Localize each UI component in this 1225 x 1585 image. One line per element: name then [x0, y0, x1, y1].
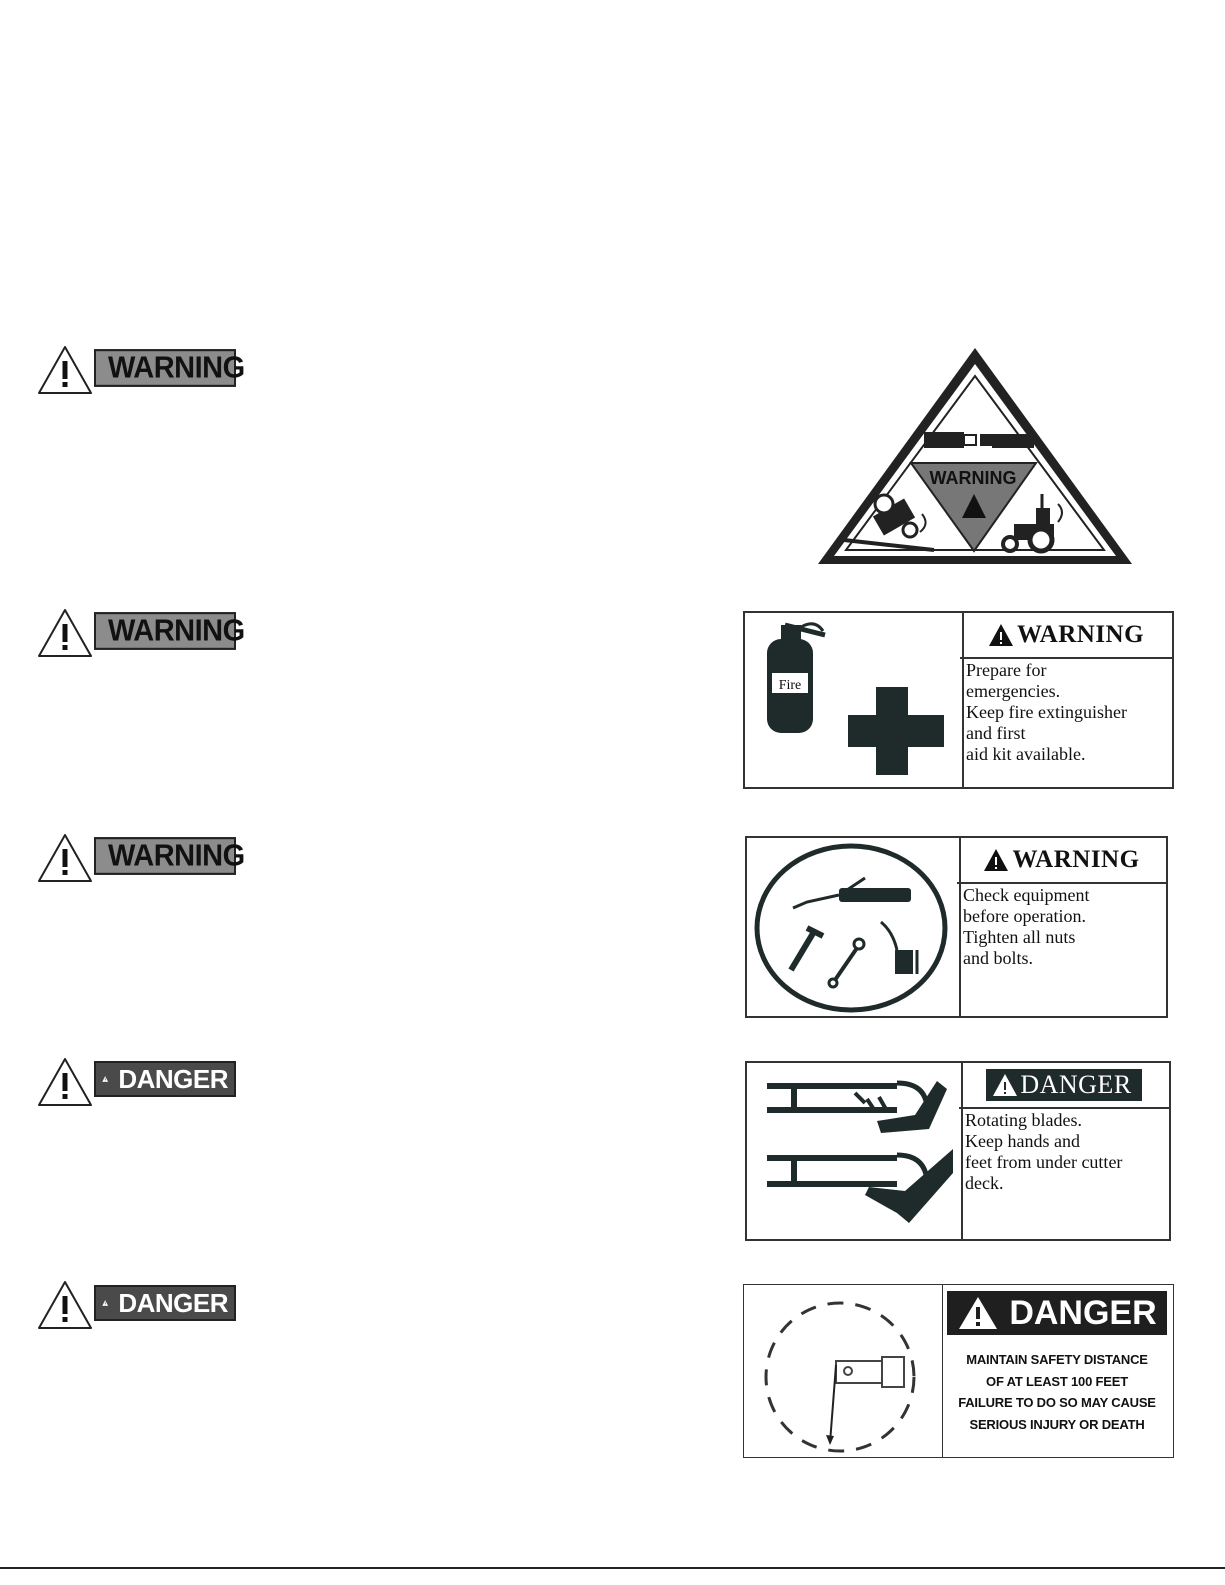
decal-header: WARNING: [957, 838, 1166, 884]
decal-line: FAILURE TO DO SO MAY CAUSE: [958, 1395, 1156, 1410]
caution-triangle-icon: [36, 1056, 94, 1108]
equipment-warning-decal: [745, 836, 1168, 1018]
danger-badge: [94, 1285, 236, 1321]
emergency-warning-decal: [743, 611, 1174, 789]
svg-text:Fire: Fire: [778, 678, 802, 693]
alert-icon: [988, 623, 1014, 647]
decal-pictogram: [747, 1063, 963, 1239]
decal-line: MAINTAIN SAFETY DISTANCE: [966, 1352, 1148, 1367]
decal-pictogram: [745, 613, 964, 787]
badge-label: DANGER: [118, 1287, 228, 1318]
decal-line: before operation.: [963, 906, 1086, 926]
warning-badge: [94, 349, 245, 387]
grease-gun-icon: [793, 878, 911, 908]
cutter-deck-icon: [767, 1083, 927, 1187]
decal-header: DANGER: [947, 1291, 1167, 1335]
decal-line: aid kit available.: [966, 744, 1086, 764]
rollover-seatbelt-decal: [814, 344, 1136, 568]
decal-line: Tighten all nuts: [963, 927, 1076, 947]
warning-badge: [94, 612, 245, 650]
badge-label: WARNING: [108, 613, 245, 648]
decal-line: and first: [966, 723, 1026, 743]
blades-danger-decal: [745, 1061, 1171, 1241]
caution-triangle-icon: [36, 832, 94, 884]
alert-icon: [983, 848, 1009, 872]
caution-triangle-icon: [36, 607, 94, 659]
caution-triangle-icon: [36, 1279, 94, 1331]
tools-icon: [747, 838, 957, 1016]
safety-radius-icon: [744, 1285, 940, 1457]
decal-text-panel: [941, 1285, 1173, 1457]
first-aid-cross-icon: [848, 687, 944, 775]
decal-line: Rotating blades.: [965, 1110, 1082, 1130]
decal-pictogram: [747, 838, 961, 1016]
danger-badge: [94, 1061, 236, 1097]
wrench-icon: [791, 928, 864, 987]
decal-line: Keep hands and: [965, 1131, 1080, 1151]
decal-line: Keep fire extinguisher: [966, 702, 1127, 722]
fire-extinguisher-icon: [745, 613, 960, 787]
rotating-blades-icon: [747, 1063, 959, 1239]
badge-label: WARNING: [108, 838, 245, 873]
oil-can-icon: [881, 922, 917, 974]
badge-label: WARNING: [108, 350, 245, 385]
decal-line: emergencies.: [966, 681, 1061, 701]
decal-line: feet from under cutter: [965, 1152, 1123, 1172]
decal-line: Prepare for: [966, 660, 1047, 680]
badge-label: DANGER: [118, 1063, 228, 1094]
tractor-topview-icon: [836, 1357, 904, 1387]
alert-icon: [957, 1295, 999, 1331]
safety-distance-danger-decal: [743, 1284, 1174, 1458]
decal-line: and bolts.: [963, 948, 1033, 968]
alert-icon: [102, 1292, 108, 1314]
decal-header: DANGER: [959, 1063, 1169, 1109]
decal-header: WARNING: [960, 613, 1172, 659]
decal-line: OF AT LEAST 100 FEET: [986, 1373, 1128, 1389]
rollover-label: WARNING: [929, 468, 1017, 488]
alert-icon: [102, 1068, 108, 1090]
decal-pictogram: [744, 1285, 943, 1457]
caution-triangle-icon: [36, 344, 94, 396]
alert-icon: [992, 1073, 1018, 1097]
warning-badge: [94, 837, 245, 875]
decal-text-panel: [959, 1063, 1169, 1239]
decal-text-panel: [960, 613, 1172, 787]
decal-line: SERIOUS INJURY OR DEATH: [969, 1416, 1145, 1432]
page-bottom-rule: [0, 1567, 1225, 1569]
decal-line: deck.: [965, 1173, 1004, 1193]
decal-line: Check equipment: [963, 885, 1090, 905]
decal-text-panel: [957, 838, 1166, 1016]
